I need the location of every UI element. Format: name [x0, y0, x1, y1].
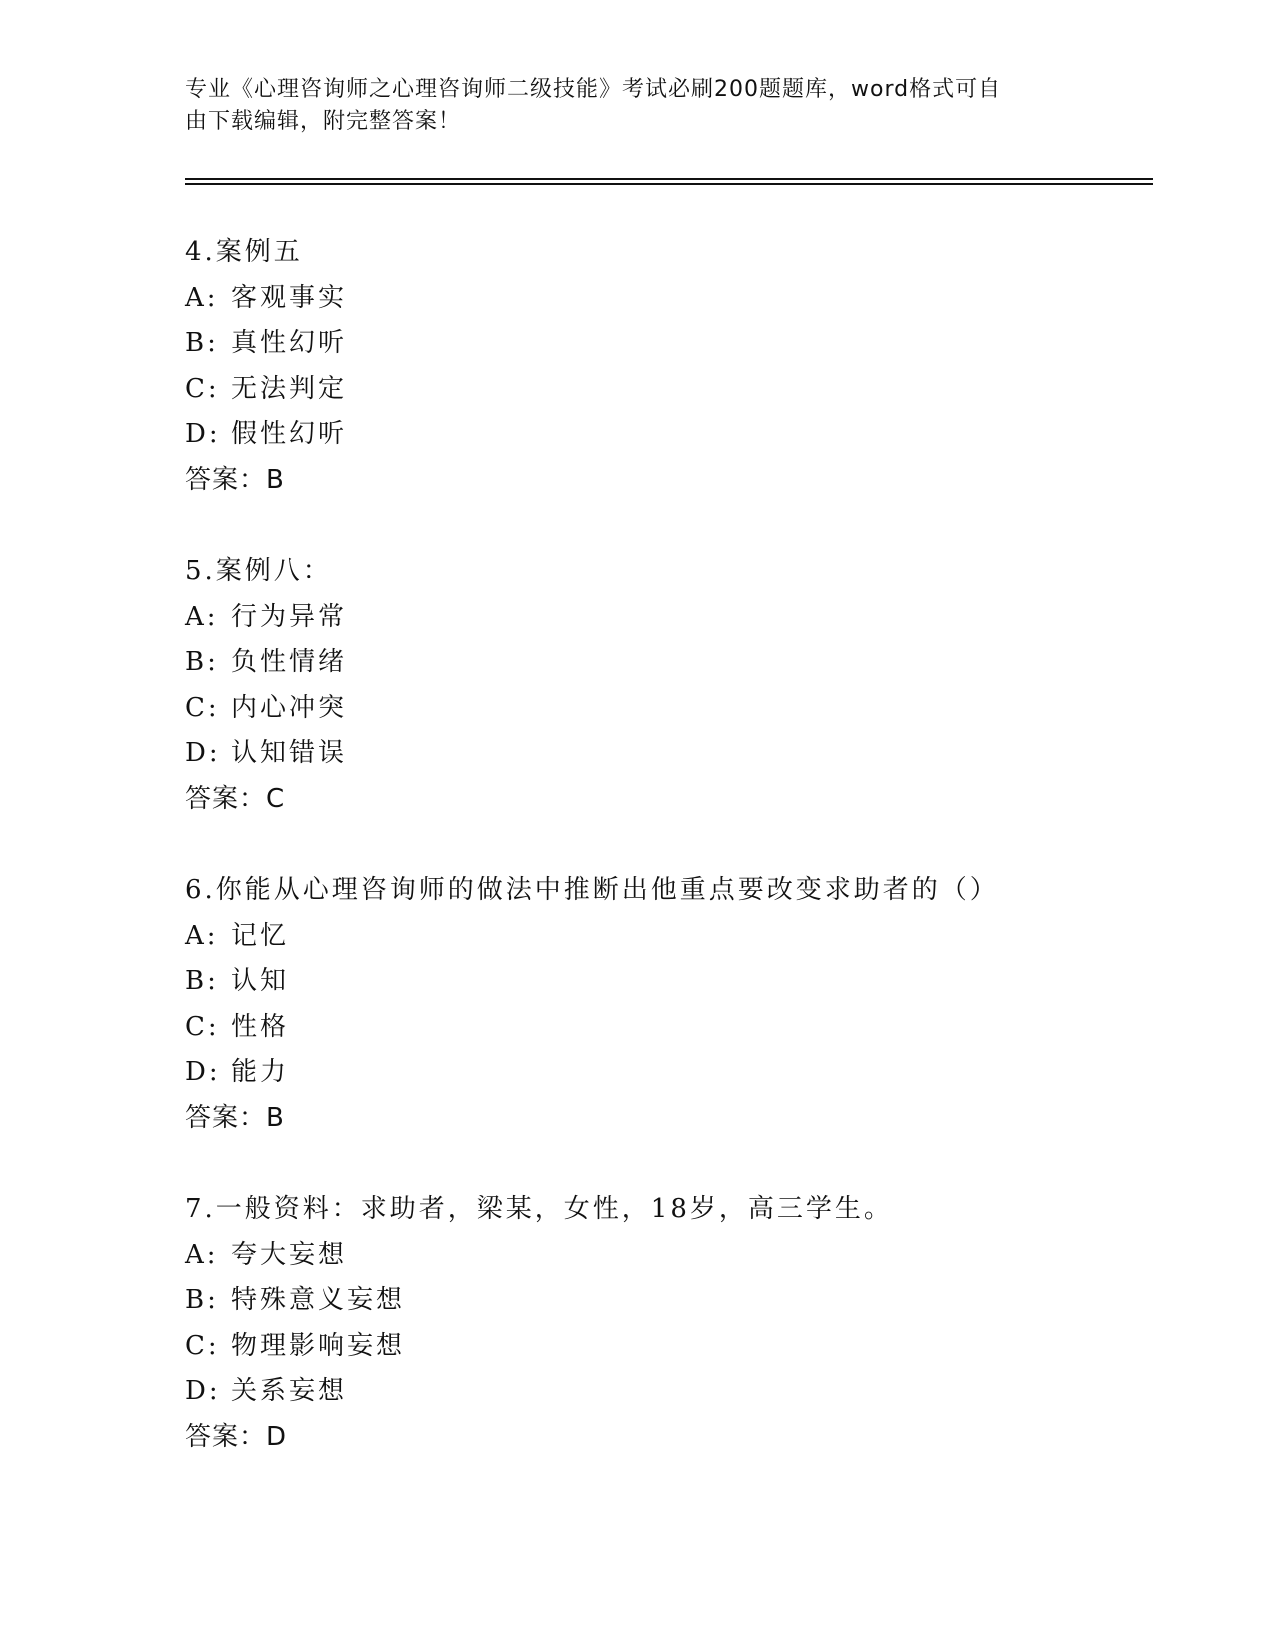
option-text: 夸大妄想 — [231, 1239, 348, 1270]
option-text: 性格 — [231, 1011, 290, 1042]
question-7 — [185, 1193, 1185, 1453]
option-text: 关系妄想 — [231, 1376, 348, 1406]
option-b — [185, 327, 1185, 373]
option-letter: C: — [185, 692, 220, 723]
option-letter: C: — [185, 373, 220, 404]
option-a — [185, 282, 1185, 328]
option-letter: D: — [185, 738, 221, 768]
option-a — [185, 1239, 1185, 1285]
option-d — [185, 737, 1185, 783]
question-stem: 4.案例五 — [185, 237, 303, 267]
option-letter: C: — [185, 1330, 220, 1361]
option-letter: B: — [185, 647, 219, 677]
option-letter: D: — [185, 1057, 221, 1087]
option-letter: A: — [185, 601, 219, 632]
answer-line: 答案：C — [185, 783, 286, 814]
header-divider-bottom — [185, 183, 1153, 185]
header-line-2: 由下载编辑，附完整答案！ — [185, 109, 462, 134]
document-header — [185, 74, 1065, 138]
option-text: 特殊意义妄想 — [231, 1285, 406, 1315]
option-b — [185, 646, 1185, 692]
option-letter: A: — [185, 920, 219, 951]
option-text: 认知 — [231, 966, 290, 996]
question-6 — [185, 874, 1185, 1134]
option-letter: B: — [185, 1285, 219, 1315]
option-c — [185, 1330, 1185, 1376]
option-c — [185, 692, 1185, 738]
option-a — [185, 920, 1185, 966]
option-text: 能力 — [231, 1057, 290, 1087]
question-4 — [185, 236, 1185, 496]
question-5 — [185, 555, 1185, 815]
option-text: 记忆 — [231, 920, 290, 951]
header-divider-top — [185, 178, 1153, 180]
question-stem: 6.你能从心理咨询师的做法中推断出他重点要改变求助者的（） — [185, 875, 999, 905]
option-c — [185, 1011, 1185, 1057]
option-letter: D: — [185, 419, 221, 449]
question-stem: 7.一般资料：求助者，梁某，女性，18岁，高三学生。 — [185, 1194, 893, 1224]
option-d — [185, 1375, 1185, 1421]
option-text: 行为异常 — [231, 601, 348, 632]
option-a — [185, 601, 1185, 647]
option-letter: A: — [185, 282, 219, 313]
header-line-1: 专业《心理咨询师之心理咨询师二级技能》考试必刷200题题库，word格式可自 — [185, 77, 1002, 102]
option-letter: A: — [185, 1239, 219, 1270]
option-text: 客观事实 — [231, 282, 348, 313]
option-text: 真性幻听 — [231, 328, 348, 358]
option-b — [185, 1284, 1185, 1330]
option-d — [185, 1056, 1185, 1102]
option-text: 认知错误 — [231, 738, 348, 768]
answer-line: 答案：B — [185, 1102, 285, 1133]
option-letter: B: — [185, 328, 219, 358]
option-letter: C: — [185, 1011, 220, 1042]
option-text: 负性情绪 — [231, 647, 348, 677]
option-text: 内心冲突 — [231, 692, 348, 723]
option-text: 物理影响妄想 — [231, 1330, 406, 1361]
option-letter: D: — [185, 1376, 221, 1406]
option-d — [185, 418, 1185, 464]
question-stem: 5.案例八： — [185, 556, 332, 586]
answer-line: 答案：D — [185, 1421, 288, 1452]
option-c — [185, 373, 1185, 419]
option-b — [185, 965, 1185, 1011]
option-text: 无法判定 — [231, 373, 348, 404]
answer-line: 答案：B — [185, 464, 285, 495]
option-letter: B: — [185, 966, 219, 996]
option-text: 假性幻听 — [231, 419, 348, 449]
